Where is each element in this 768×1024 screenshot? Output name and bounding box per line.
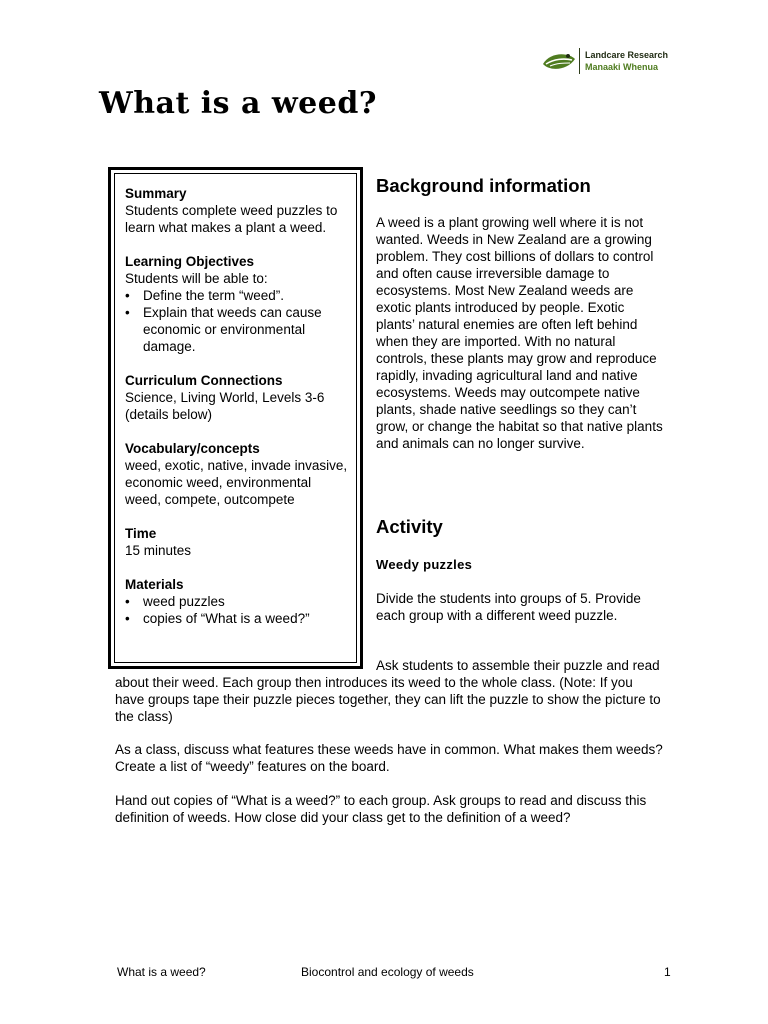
objectives-section <box>125 253 348 355</box>
activity-subheading: Weedy puzzles <box>376 557 473 572</box>
curriculum-heading: Curriculum Connections <box>125 373 283 388</box>
footer-doc-title: What is a weed? <box>117 965 206 979</box>
summary-box-inner <box>114 173 357 663</box>
background-heading: Background information <box>376 175 591 196</box>
summary-box <box>108 167 363 669</box>
leaf-logo-icon <box>541 51 577 73</box>
logo-divider <box>579 48 580 74</box>
list-item: • weed puzzles <box>125 593 348 610</box>
list-item: • Explain that weeds can cause economic or environmental damage. <box>125 304 348 355</box>
time-section <box>125 525 348 559</box>
activity-heading: Activity <box>376 516 443 537</box>
activity-paragraph-2: Ask students to assemble their puzzle and read about their weed. Each group then introduces its weed to the whole class. (Note: If you have groups tape their puzzle pieces together, they can lift the puzzle to show the picture to the class) <box>115 658 661 724</box>
materials-section <box>125 576 348 627</box>
objectives-list <box>125 287 348 355</box>
background-text: A weed is a plant growing well where it is not wanted. Weeds in New Zealand are a growing problem. They cost billions of dollars to control and often cause irreversible damage to ecosystems. Most New Zealand weeds are exotic plants introduced by people. Exotic plants’ natural enemies are often left behind when they are imported. With no natural controls, these plants may grow and reproduce rapidly, invading agricultural land and native ecosystems. Weeds may outcompete native plants, shade native seedlings so they can’t grow, or change the habitat so that native plants and animals can no longer survive. <box>376 215 663 451</box>
objectives-intro: Students will be able to: <box>125 271 268 286</box>
list-item: • copies of “What is a weed?” <box>125 610 348 627</box>
summary-section <box>125 185 348 236</box>
vocabulary-text: weed, exotic, native, invade invasive, economic weed, environmental weed, compete, outcompete <box>125 458 348 507</box>
page-title: What is a weed? <box>99 86 377 121</box>
logo-line-1: Landcare Research <box>585 50 669 60</box>
footer-series-title: Biocontrol and ecology of weeds <box>301 965 474 979</box>
curriculum-section <box>125 372 348 423</box>
activity-paragraph-1: Divide the students into groups of 5. Provide each group with a different weed puzzle. <box>376 591 641 623</box>
time-heading: Time <box>125 526 157 541</box>
landcare-logo <box>541 47 681 77</box>
objectives-heading: Learning Objectives <box>125 254 255 269</box>
summary-text: Students complete weed puzzles to learn what makes a plant a weed. <box>125 203 338 235</box>
list-item: • Define the term “weed”. <box>125 287 348 304</box>
curriculum-text: Science, Living World, Levels 3-6 (details below) <box>125 390 325 422</box>
summary-heading: Summary <box>125 186 187 201</box>
materials-list <box>125 593 348 627</box>
activity-paragraph-4: Hand out copies of “What is a weed?” to each group. Ask groups to read and discuss this definition of weeds. How close did your class get to the definition of a weed? <box>115 793 647 825</box>
page-number: 1 <box>664 965 671 979</box>
vocabulary-section <box>125 440 348 508</box>
logo-line-2: Manaaki Whenua <box>585 62 659 72</box>
activity-paragraph-3: As a class, discuss what features these weeds have in common. What makes them weeds? Create a list of “weedy” features on the board. <box>115 742 663 774</box>
vocabulary-heading: Vocabulary/concepts <box>125 441 260 456</box>
time-text: 15 minutes <box>125 543 192 558</box>
materials-heading: Materials <box>125 577 184 592</box>
